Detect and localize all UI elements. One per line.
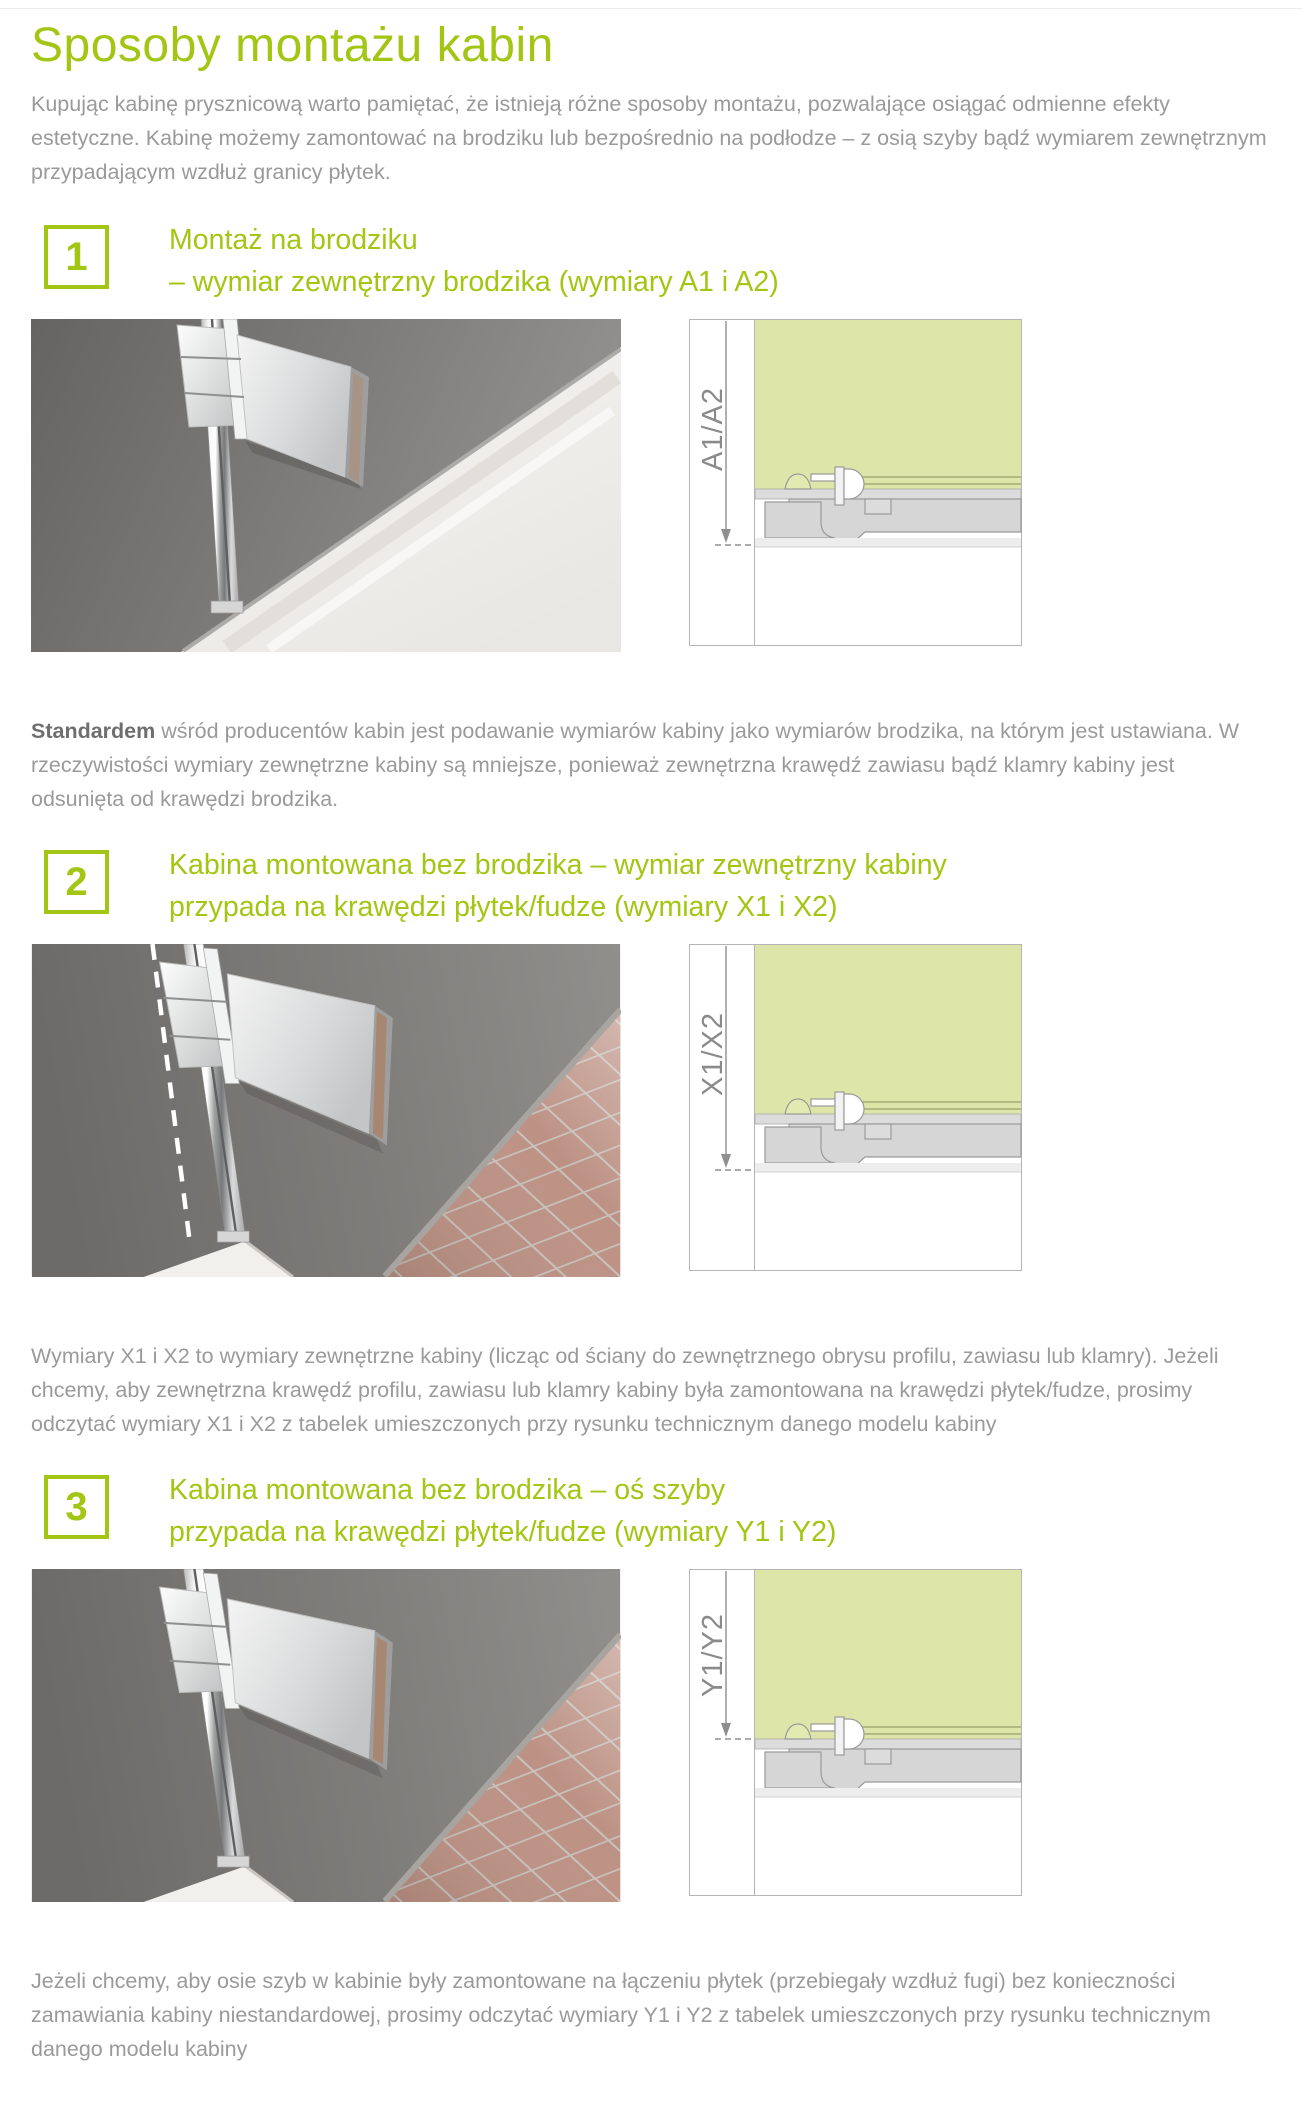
dimension-label: X1/X2 (697, 1012, 729, 1096)
section-number-badge: 3 (44, 1475, 109, 1539)
intro-paragraph: Kupując kabinę prysznicową warto pamiętać, że istnieją różne sposoby montażu, pozwalające osiągać odmienne efekty estetyczne. Kabinę możemy zamontować na brodziku lub bezpośrednio na podłodze – z osią szyby bądź wymiarem zewnętrznym przypadającym wzdłuż granicy płytek. (31, 92, 1267, 184)
note-text: Jeżeli chcemy, aby osie szyb w kabinie były zamontowane na łączeniu płytek (przebiegały wzdłuż fugi) bez konieczności zamawiania kabiny niestandardowej, prosimy odczytać wymiary Y1 i Y2 z tabelek umieszczonych przy rysunku technicznym danego modelu kabiny (31, 1969, 1211, 2061)
section-1 (31, 219, 1271, 816)
page-top-divider (0, 8, 1302, 9)
section-heading-line1: Kabina montowana bez brodzika – wymiar zewnętrzny kabiny (169, 849, 947, 881)
page-title: Sposoby montażu kabin (31, 19, 554, 72)
section-heading (169, 844, 947, 928)
glass-panel-area (755, 320, 1021, 489)
hinge-on-shower-tray-photo (31, 319, 621, 652)
diagram-a1-a2 (689, 319, 1022, 646)
section-heading-line2: przypada na krawędzi płytek/fudze (wymiary Y1 i Y2) (169, 1516, 837, 1548)
hinge-on-tiles-photo (31, 1569, 621, 1902)
dimension-label: A1/A2 (697, 387, 729, 471)
section-2-header (31, 844, 1271, 928)
note-lead: Standardem (31, 719, 156, 743)
section-heading-line2: przypada na krawędzi płytek/fudze (wymiary X1 i X2) (169, 891, 838, 923)
section-1-note (31, 714, 1271, 816)
section-heading (169, 219, 779, 303)
section-2-figures (31, 944, 1271, 1277)
section-heading (169, 1469, 836, 1553)
section-3-header (31, 1469, 1271, 1553)
section-2-note (31, 1339, 1271, 1441)
section-heading-line1: Montaż na brodziku (169, 224, 418, 256)
dimension-label: Y1/Y2 (697, 1613, 729, 1697)
hinge-on-tiles-dashed-axis-photo (31, 944, 621, 1277)
glass-panel-area (755, 1570, 1021, 1739)
section-heading-line2: – wymiar zewnętrzny brodzika (wymiary A1 i A2) (169, 266, 779, 298)
note-text: wśród producentów kabin jest podawanie wymiarów kabiny jako wymiarów brodzika, na którym jest ustawiana. W rzeczywistości wymiary zewnętrzne kabiny są mniejsze, ponieważ zewnętrzna krawędź zawiasu bądź klamry kabiny jest odsunięta od krawędzi brodzika. (31, 719, 1240, 811)
section-3-note (31, 1964, 1271, 2066)
section-3 (31, 1469, 1271, 2066)
section-1-figures (31, 319, 1271, 652)
section-3-figures (31, 1569, 1271, 1902)
section-heading-line1: Kabina montowana bez brodzika – oś szyby (169, 1474, 726, 1506)
note-text: Wymiary X1 i X2 to wymiary zewnętrzne kabiny (licząc od ściany do zewnętrznego obrysu profilu, zawiasu lub klamry). Jeżeli chcemy, aby zewnętrzna krawędź profilu, zawiasu lub klamry kabiny była zamontowana na krawędzi płytek/fudze, prosimy odczytać wymiary X1 i X2 z tabelek umieszczonych przy rysunku technicznym danego modelu kabiny (31, 1344, 1219, 1436)
diagram-y1-y2 (689, 1569, 1022, 1896)
section-number-badge: 2 (44, 850, 109, 914)
section-number-badge: 1 (44, 225, 109, 289)
section-2 (31, 844, 1271, 1441)
section-1-header (31, 219, 1271, 303)
glass-panel-area (755, 945, 1021, 1114)
diagram-x1-x2 (689, 944, 1022, 1271)
